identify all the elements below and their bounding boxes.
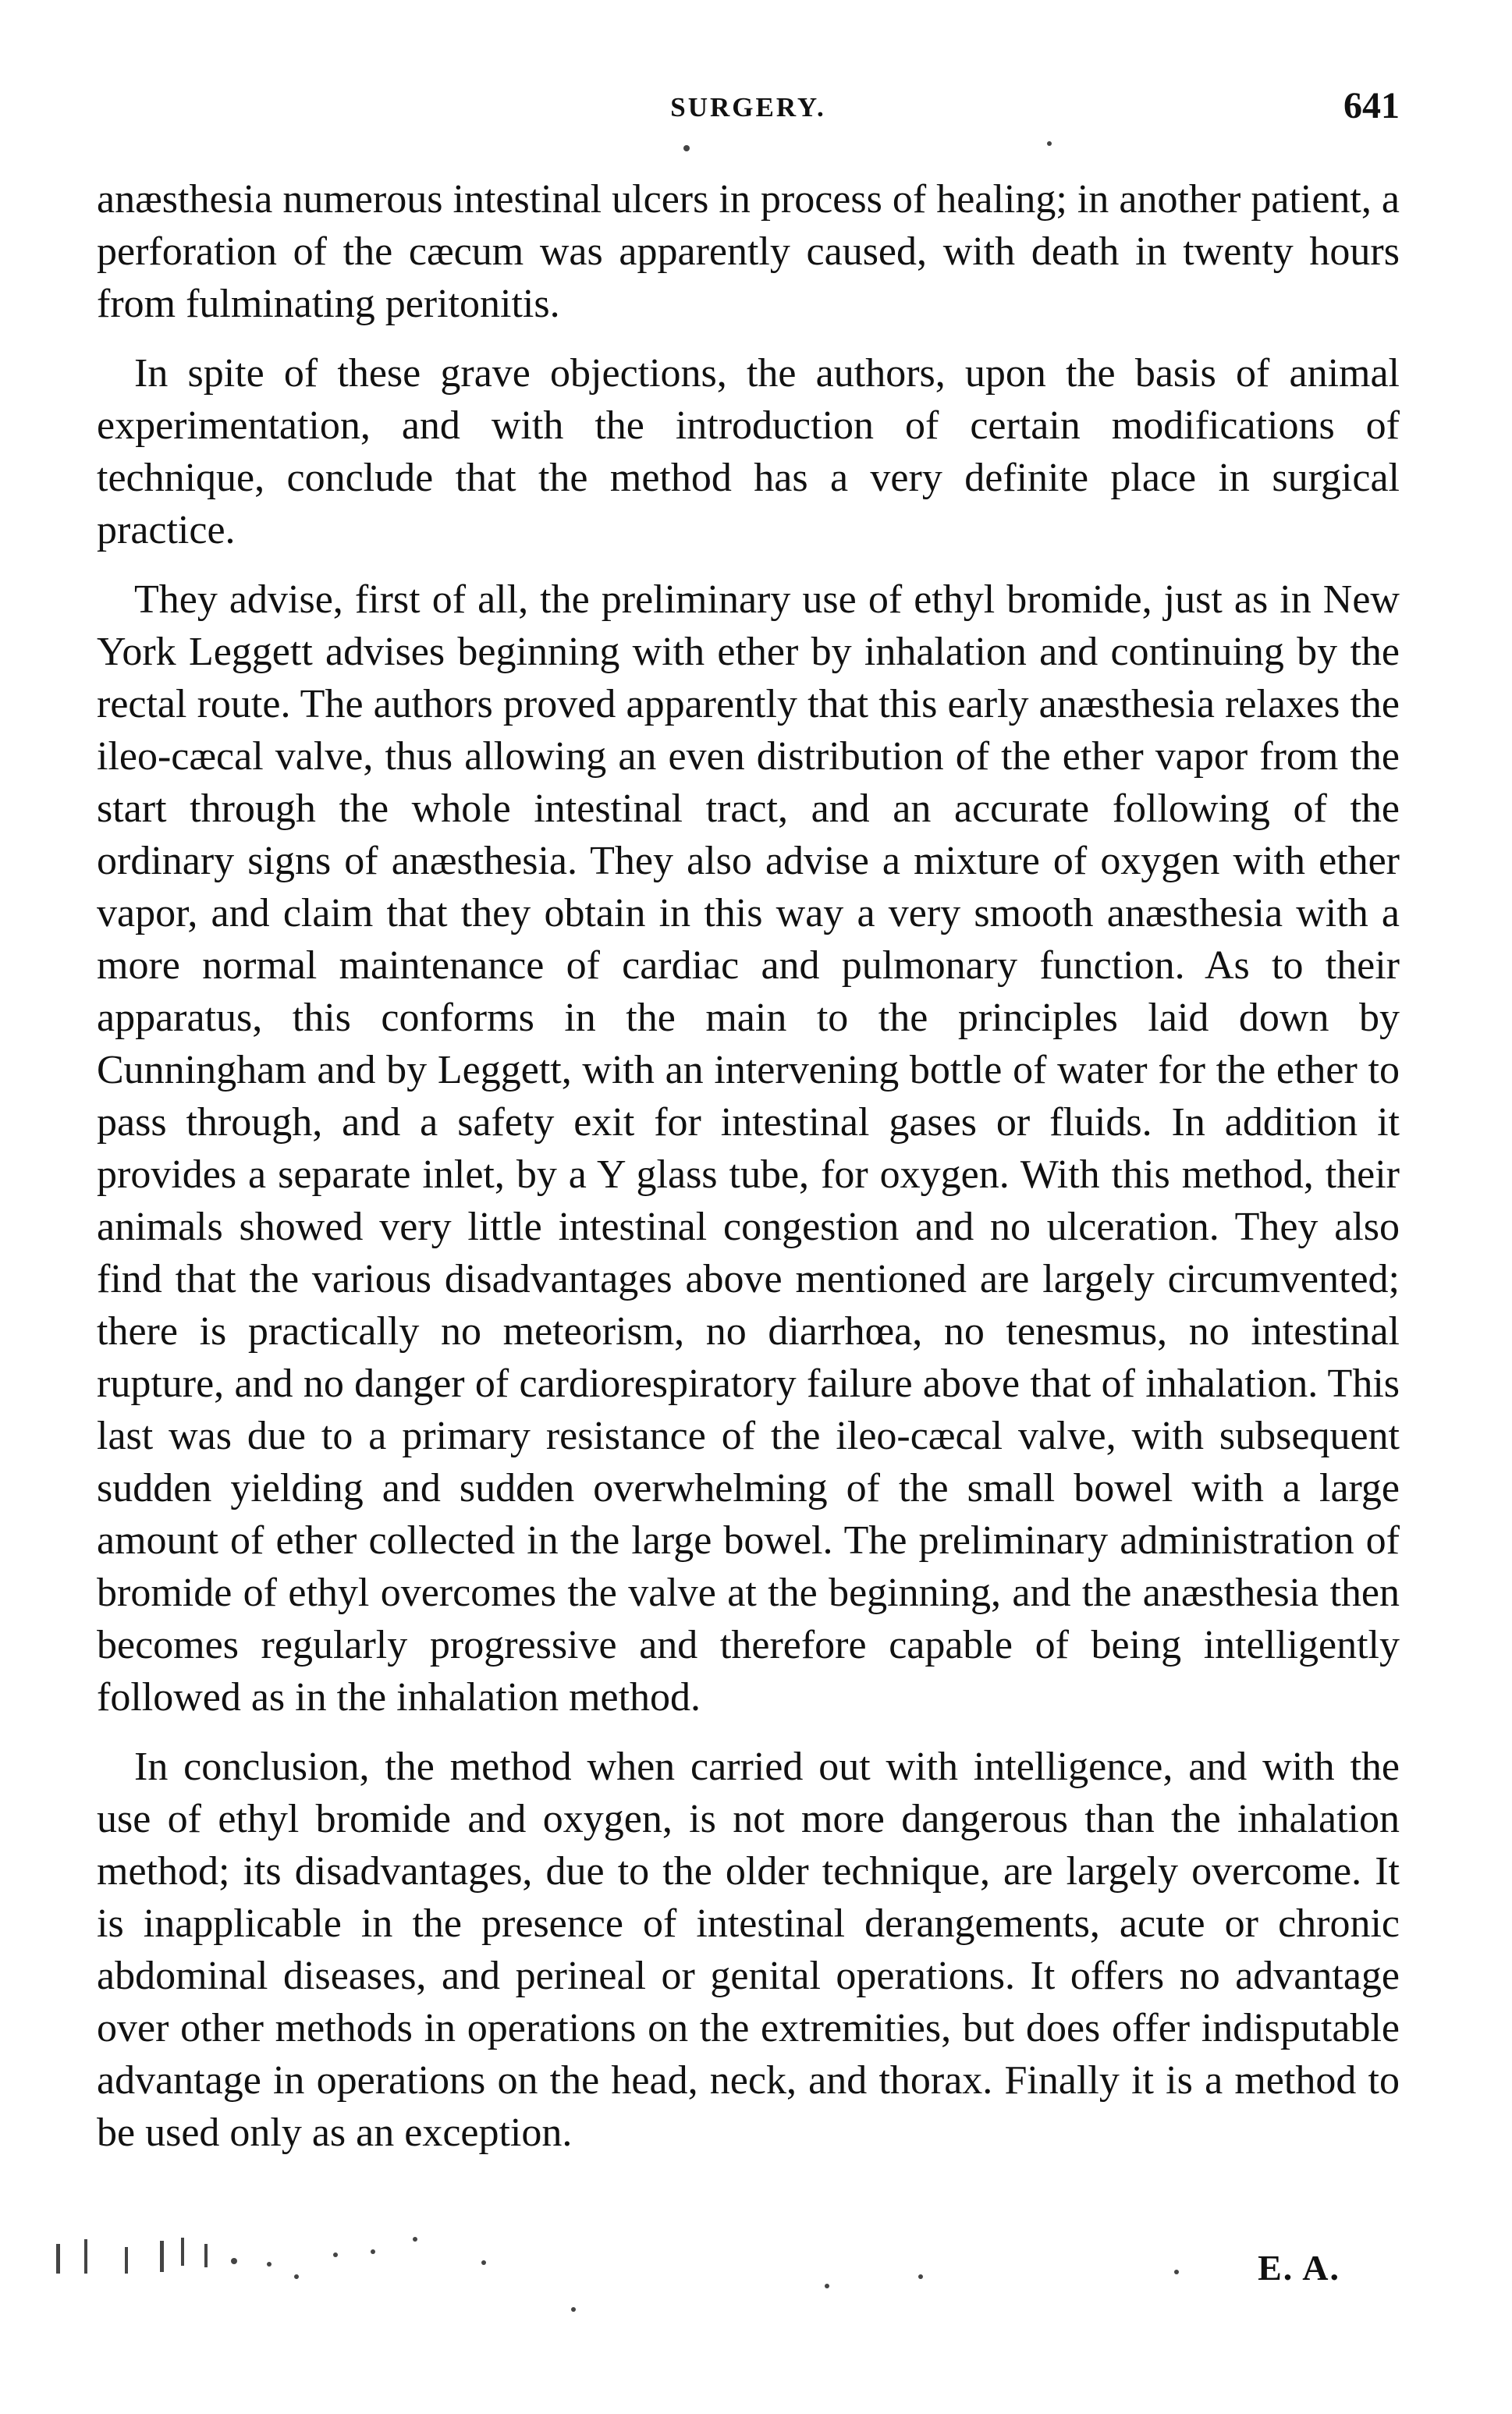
paragraph-continuation: anæsthesia numerous intestinal ulcers in process of healing; in another patient, a perforation of the cæcum was apparently caused, with death in twenty hours from fulminating peritonitis. — [97, 177, 1400, 326]
paragraph-conclusion: In conclusion, the method when carried out with intelligence, and with the use of ethyl bromide and oxygen, is not more dangerous than the inhalation method; its disadvantages, due to the older technique, are largely overcome. It is inapplicable in the presence of intestinal derangements, acute or chronic abdominal diseases, and perineal or genital operations. It offers no advantage over other methods in operations on the extremities, but does offer indisputable advantage in operations on the head, neck, and thorax. Finally it is a method to be used only as an exception. — [97, 1745, 1400, 2155]
body-text — [97, 173, 1400, 2176]
paragraph-objections: In spite of these grave objections, the authors, upon the basis of animal experimentation, and with the introduction of certain modifications of technique, conclude that the method has a very definite place in surgical practice. — [97, 351, 1400, 552]
author-initials: E. A. — [1258, 2248, 1340, 2288]
running-head — [97, 84, 1400, 147]
paragraph-technique: They advise, first of all, the preliminary use of ethyl bromide, just as in New York Leggett advises beginning with ether by inhalation and continuing by the rectal route. The authors proved apparently that this early anæsthesia relaxes the ileo-cæcal valve, thus allowing an even distribution of the ether vapor from the start through the whole intestinal tract, and an accurate following of the ordinary signs of anæsthesia. They also advise a mixture of oxygen with ether vapor, and claim that they obtain in this way a very smooth anæsthesia with a more normal maintenance of cardiac and pulmonary function. As to their apparatus, this conforms in the main to the principles laid down by Cunningham and by Leggett, with an intervening bottle of water for the ether to pass through, and a safety exit for intestinal gases or fluids. In addition it provides a separate inlet, by a Y glass tube, for oxygen. With this method, their animals showed very little intestinal congestion and no ulceration. They also find that the various disadvantages above mentioned are largely circumvented; there is practically no meteorism, no diarrhœa, no tenesmus, no intestinal rupture, and no danger of cardiorespiratory failure above that of inhalation. This last was due to a primary resistance of the ileo-cæcal valve, with subsequent sudden yielding and sudden overwhelming of the small bowel with a large amount of ether collected in the large bowel. The preliminary administration of bromide of ethyl overcomes the valve at the beginning, and the anæsthesia then becomes regularly progressive and therefore capable of being intelligently followed as in the inhalation method. — [97, 577, 1400, 1720]
page-number: 641 — [1343, 85, 1400, 126]
running-title: SURGERY. — [670, 92, 826, 122]
